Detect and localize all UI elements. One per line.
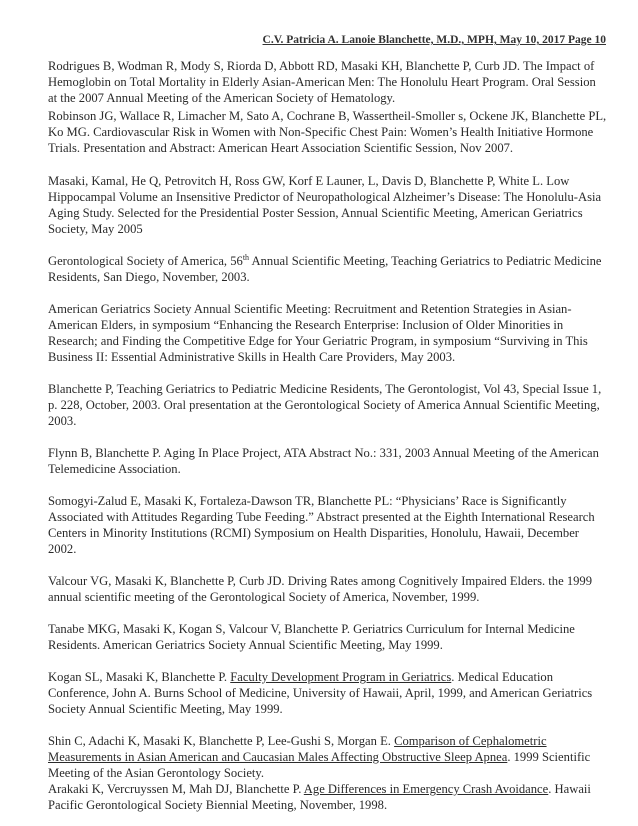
entry-somogyi-zalud: Somogyi-Zalud E, Masaki K, Fortaleza-Dawson TR, Blanchette PL: “Physicians’ Race is Significantly Associated with Attitudes Regarding Tube Feeding.” Abstract presented at the Eighth International Research Centers in Minority Institutions (RCMI) Symposium on Health Disparities, Honolulu, Hawaii, December 2002. (48, 494, 595, 556)
entry-valcour: Valcour VG, Masaki K, Blanchette P, Curb JD. Driving Rates among Cognitively Impaired Elders. the 1999 annual scientific meeting of the Gerontological Society of America, November, 1999. (48, 574, 593, 604)
entry-tanabe: Tanabe MKG, Masaki K, Kogan S, Valcour V, Blanchette P. Geriatrics Curriculum for Internal Medicine Residents. American Geriatrics Society Annual Scientific Meeting, May 1999. (48, 622, 575, 652)
underlined-title: Age Differences in Emergency Crash Avoidance (303, 782, 549, 796)
entry-gsa-2003: Gerontological Society of America, 56th Annual Scientific Meeting, Teaching Geriatrics to Pediatric Medicine Residents, San Diego, November, 2003. (48, 252, 602, 284)
entry-rodrigues: Rodrigues B, Wodman R, Mody S, Riorda D, Abbott RD, Masaki KH, Blanchette P, Curb JD. The Impact of Hemoglobin on Total Mortality in Elderly Asian-American Men: The Honolulu Heart Program. Oral Session at the 2007 Annual Meeting of the American Society of Hematology. (48, 59, 596, 105)
entry-blanchette-gerontologist: Blanchette P, Teaching Geriatrics to Pediatric Medicine Residents, The Gerontologist, Vol 43, Special Issue 1, p. 228, October, 2003. Oral presentation at the Gerontological Society of America Annual Scientific Meeting, 2003. (48, 382, 602, 428)
entry-kogan: Kogan SL, Masaki K, Blanchette P. Faculty Development Program in Geriatrics. Medical Education Conference, John A. Burns School of Medicine, University of Hawaii, April, 1999, and American Geriatrics Society Annual Scientific Meeting, May 1999. (48, 670, 593, 716)
entry-ags-2003: American Geriatrics Society Annual Scientific Meeting: Recruitment and Retention Strategies in Asian-American Elders, in symposium “Enhancing the Research Enterprise: Inclusion of Older Minorities in Research; and Finding the Competitive Edge for Your Geriatric Program, in symposium “Surviving in This Business II: Essential Administrative Skills in Health Care Providers, May 2003. (48, 302, 588, 364)
entry-robinson: Robinson JG, Wallace R, Limacher M, Sato A, Cochrane B, Wassertheil-Smoller s, Ockene JK, Blanchette PL, Ko MG. Cardiovascular Risk in Women with Non-Specific Chest Pain: Women’s Health Initiative Hormone Trials. Presentation and Abstract: American Heart Association Scientific Session, Nov 2007. (48, 109, 607, 155)
underlined-title: Comparison of Cephalometric Measurements in Asian American and Caucasian Males Affecting Obstructive Sleep Apnea (48, 734, 547, 764)
entry-shin: Shin C, Adachi K, Masaki K, Blanchette P, Lee-Gushi S, Morgan E. Comparison of Cephalometric Measurements in Asian American and Caucasian Males Affecting Obstructive Sleep Apnea. 1999 Scientific Meeting of the Asian Gerontology Society. (48, 734, 591, 780)
entry-masaki-kamal: Masaki, Kamal, He Q, Petrovitch H, Ross GW, Korf E Launer, L, Davis D, Blanchette P, White L. Low Hippocampal Volume an Insensitive Predictor of Neuropathological Alzheimer’s Disease: The Honolulu-Asia Aging Study. Selected for the Presidential Poster Session, Annual Scientific Meeting, American Geriatrics Society, May 2005 (48, 174, 602, 236)
entry-arakaki: Arakaki K, Vercruyssen M, Mah DJ, Blanchette P. Age Differences in Emergency Crash Avoidance. Hawaii Pacific Gerontological Society Biennial Meeting, November, 1998. (48, 782, 591, 812)
presentations-list (48, 58, 608, 813)
entry-flynn: Flynn B, Blanchette P. Aging In Place Project, ATA Abstract No.: 331, 2003 Annual Meeting of the American Telemedicine Association. (48, 446, 599, 476)
page-header: C.V. Patricia A. Lanoie Blanchette, M.D., MPH, May 10, 2017 Page 10 (262, 34, 606, 46)
underlined-title: Faculty Development Program in Geriatrics (230, 670, 452, 684)
